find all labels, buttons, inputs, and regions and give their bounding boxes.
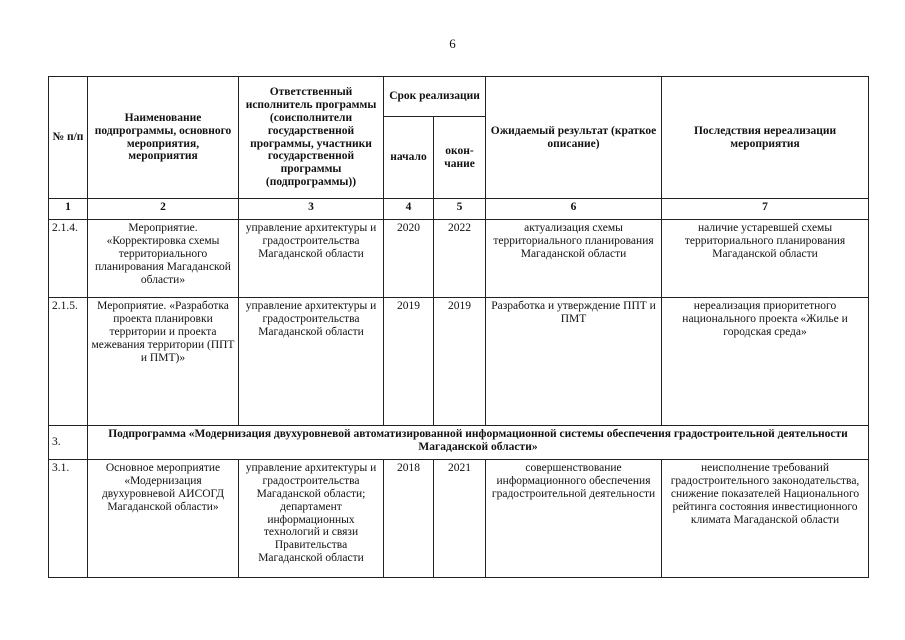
table-row — [49, 298, 869, 426]
column-number: 2 — [88, 199, 239, 220]
consequences: неисполнение требований градостроительного законодательства, снижение показателей Национального рейтинга состояния инвестиционного климата Магаданской области — [662, 460, 869, 578]
column-number: 4 — [384, 199, 434, 220]
column-number-row — [49, 199, 869, 220]
header-term: Срок реализации — [384, 77, 486, 117]
subprogram-number: 3. — [49, 426, 88, 460]
event-name: Мероприятие. «Корректировка схемы территориального планирования Магаданской области» — [88, 220, 239, 298]
end-year: 2022 — [434, 220, 486, 298]
header-no: № п/п — [49, 77, 88, 199]
start-year: 2020 — [384, 220, 434, 298]
consequences: наличие устаревшей схемы территориального планирования Магаданской области — [662, 220, 869, 298]
header-consequences: Последствия нереализации мероприятия — [662, 77, 869, 199]
header-start: начало — [384, 117, 434, 199]
responsible-executor: управление архитектуры и градостроительства Магаданской области; департамент информационных технологий и связи Правительства Магаданской области — [239, 460, 384, 578]
expected-result: совершенствование информационного обеспечения градостроительной деятельности — [486, 460, 662, 578]
responsible-executor: управление архитектуры и градостроительства Магаданской области — [239, 298, 384, 426]
header-row-1 — [49, 77, 869, 117]
end-year: 2019 — [434, 298, 486, 426]
table-row — [49, 220, 869, 298]
row-number: 2.1.4. — [49, 220, 88, 298]
events-table — [48, 76, 869, 578]
column-number: 6 — [486, 199, 662, 220]
column-number: 3 — [239, 199, 384, 220]
event-name: Мероприятие. «Разработка проекта планировки территории и проекта межевания территории (ППТ и ПМТ)» — [88, 298, 239, 426]
start-year: 2019 — [384, 298, 434, 426]
expected-result: актуализация схемы территориального планирования Магаданской области — [486, 220, 662, 298]
responsible-executor: управление архитектуры и градостроительства Магаданской области — [239, 220, 384, 298]
column-number: 7 — [662, 199, 869, 220]
header-end: окон- чание — [434, 117, 486, 199]
row-number: 3.1. — [49, 460, 88, 578]
event-name: Основное мероприятие «Модернизация двухуровневой АИСОГД Магаданской области» — [88, 460, 239, 578]
end-year: 2021 — [434, 460, 486, 578]
page-number: 6 — [449, 36, 456, 51]
subprogram-row — [49, 426, 869, 460]
table-row — [49, 460, 869, 578]
header-name: Наименование подпрограммы, основного мероприятия, мероприятия — [88, 77, 239, 199]
header-responsible: Ответственный исполнитель программы (соисполнители государственной программы, участники государственной программы (подпрограммы)) — [239, 77, 384, 199]
start-year: 2018 — [384, 460, 434, 578]
column-number: 5 — [434, 199, 486, 220]
consequences: нереализация приоритетного национального проекта «Жилье и городская среда» — [662, 298, 869, 426]
row-number: 2.1.5. — [49, 298, 88, 426]
header-result: Ожидаемый результат (краткое описание) — [486, 77, 662, 199]
expected-result: Разработка и утверждение ППТ и ПМТ — [486, 298, 662, 426]
column-number: 1 — [49, 199, 88, 220]
subprogram-title: Подпрограмма «Модернизация двухуровневой автоматизированной информационной системы обеспечения градостроительной деятельности Магаданской области» — [88, 426, 869, 460]
